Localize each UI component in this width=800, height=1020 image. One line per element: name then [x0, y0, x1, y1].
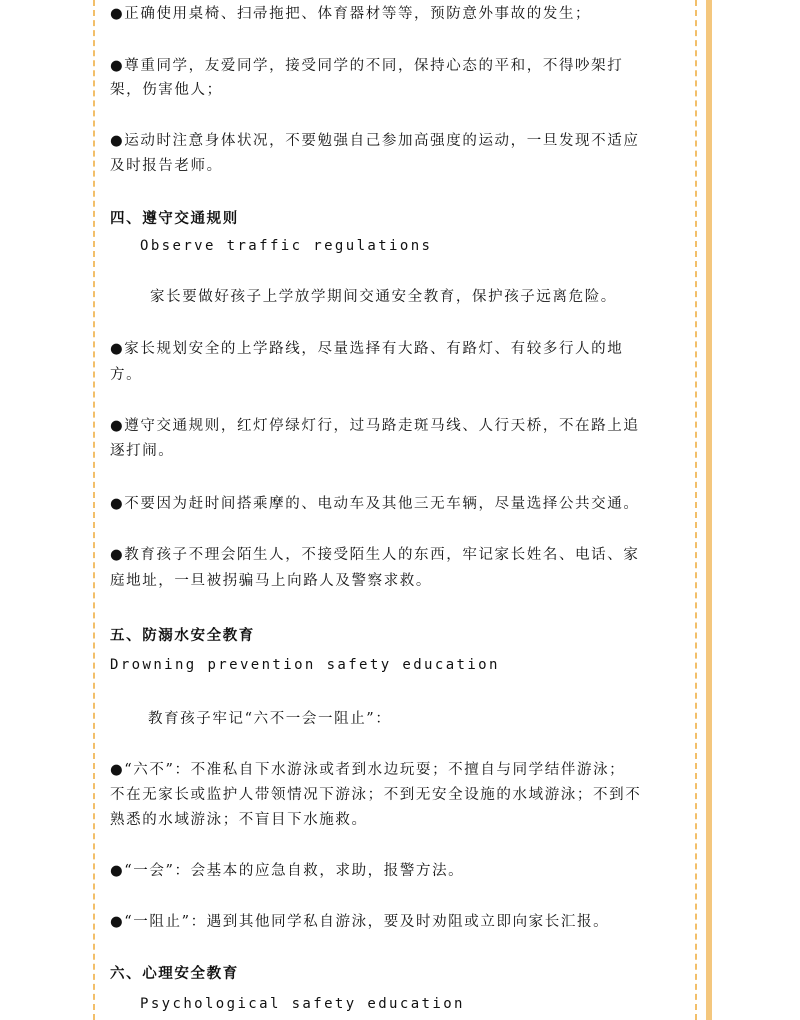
bullet-line: ●不要因为赶时间搭乘摩的、电动车及其他三无车辆，尽量选择公共交通。	[110, 496, 640, 512]
section-heading: 五、防溺水安全教育	[110, 627, 255, 644]
page-border-left	[93, 0, 95, 1020]
bullet-line: ●“一会”：会基本的应急自救，求助，报警方法。	[110, 863, 465, 879]
section-english-title: Observe traffic regulations	[140, 238, 433, 254]
section-english-title: Psychological safety education	[140, 996, 465, 1012]
page-side-bar	[706, 0, 712, 1020]
bullet-line: 方。	[110, 367, 143, 383]
section-intro: 家长要做好孩子上学放学期间交通安全教育，保护孩子远离危险。	[150, 289, 617, 305]
bullet-line: ●正确使用桌椅、扫帚拖把、体育器材等等，预防意外事故的发生；	[110, 6, 592, 22]
bullet-line: ●遵守交通规则，红灯停绿灯行，过马路走斑马线、人行天桥，不在路上追	[110, 418, 640, 434]
bullet-line: 架，伤害他人；	[110, 82, 223, 98]
bullet-line: 熟悉的水域游泳；不盲目下水施救。	[110, 812, 368, 828]
bullet-line: 逐打闹。	[110, 443, 175, 459]
section-english-title: Drowning prevention safety education	[110, 657, 500, 673]
bullet-line: ●教育孩子不理会陌生人，不接受陌生人的东西，牢记家长姓名、电话、家	[110, 547, 640, 563]
bullet-line: ●“六不”：不准私自下水游泳或者到水边玩耍；不擅自与同学结伴游泳；	[110, 762, 626, 778]
section-heading: 四、遵守交通规则	[110, 210, 239, 227]
bullet-line: ●尊重同学，友爱同学，接受同学的不同，保持心态的平和，不得吵架打	[110, 58, 624, 74]
bullet-line: 不在无家长或监护人带领情况下游泳；不到无安全设施的水域游泳；不到不	[110, 787, 642, 803]
section-intro: 教育孩子牢记“六不一会一阻止”：	[148, 711, 392, 727]
bullet-line: ●运动时注意身体状况，不要勉强自己参加高强度的运动，一旦发现不适应	[110, 133, 640, 149]
bullet-line: 庭地址，一旦被拐骗马上向路人及警察求救。	[110, 573, 432, 589]
section-heading: 六、心理安全教育	[110, 965, 239, 982]
page-border-right	[695, 0, 697, 1020]
bullet-line: ●家长规划安全的上学路线，尽量选择有大路、有路灯、有较多行人的地	[110, 341, 624, 357]
bullet-line: 及时报告老师。	[110, 158, 223, 174]
bullet-line: ●“一阻止”：遇到其他同学私自游泳，要及时劝阻或立即向家长汇报。	[110, 914, 610, 930]
